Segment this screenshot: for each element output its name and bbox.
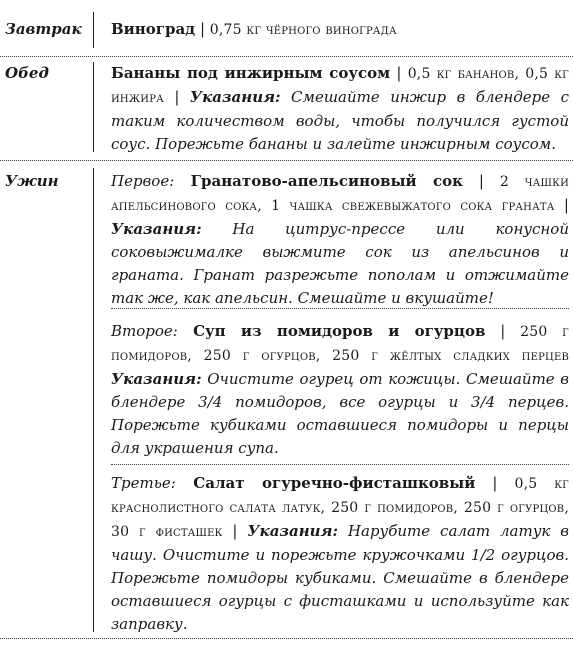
breakfast-divider — [93, 12, 94, 48]
course-separator-2: | — [554, 196, 569, 214]
breakfast-ingredients: 0,75 кг чёрного винограда — [209, 22, 397, 38]
course-ingredients: 2 чашки апельсинового сока, 1 чашка свежевыжатого сока граната — [111, 174, 569, 214]
course-separator-1: | — [475, 474, 515, 492]
course-ingredients: 0,5 кг краснолистного салата латук, 250 г помидоров, 250 г огурцов, 30 г фисташек — [111, 476, 569, 540]
lunch-label: Обед — [5, 64, 49, 82]
course-instructions: На цитрус-прессе или конусной соковыжималке выжмите сок из апельсинов и граната. Гранат разрежьте пополам и отжимайте так же, как апельсин. Смешайте и вкушайте! — [111, 220, 569, 307]
lunch-divider — [93, 62, 94, 152]
breakfast-content — [111, 18, 569, 42]
course-instructions-label: Указания: — [111, 220, 202, 238]
course-separator-2: | — [222, 522, 248, 540]
course-separator-1: | — [463, 172, 500, 190]
course-ordinal: Первое: — [111, 172, 175, 190]
dinner-course-first — [111, 170, 569, 310]
dinner-course-second — [111, 320, 569, 460]
breakfast-dotted-rule — [0, 56, 573, 57]
lunch-content — [111, 62, 569, 156]
dinner-course-third — [111, 472, 569, 636]
course-ingredients: 250 г помидоров, 250 г огурцов, 250 г жёлтых сладких перцев — [111, 324, 569, 364]
course-instructions: Очистите огурец от кожицы. Смешайте в блендере 3/4 помидоров, все огурцы и 3/4 перцев. Порежьте кубиками оставшиеся помидоры и перцы для украшения супа. — [111, 370, 569, 457]
dinner-dotted-rule — [0, 638, 573, 639]
course-title: Суп из помидоров и огурцов — [177, 322, 486, 340]
course-dotted-rule-2 — [111, 464, 569, 465]
breakfast-separator: | — [195, 20, 210, 38]
dinner-divider — [93, 168, 94, 632]
course-ordinal: Второе: — [111, 322, 178, 340]
lunch-dotted-rule — [0, 160, 573, 161]
course-instructions-label: Указания: — [247, 522, 339, 540]
course-ordinal: Третье: — [111, 474, 176, 492]
breakfast-label: Завтрак — [5, 20, 82, 38]
course-title: Гранатово-апельсиновый сок — [174, 172, 464, 190]
lunch-instructions: Смешайте инжир в блендере с таким количеством воды, чтобы получился густой соус. Порежьте бананы и залейте инжирным соусом. — [111, 88, 569, 153]
dinner-label: Ужин — [5, 172, 59, 190]
course-instructions-label: Указания: — [111, 370, 202, 388]
lunch-ingredients: 0,5 кг бананов, 0,5 кг инжира — [111, 66, 569, 106]
breakfast-title: Виноград — [111, 20, 196, 38]
lunch-separator-2: | — [163, 88, 190, 106]
lunch-title: Бананы под инжирным соусом — [111, 64, 391, 82]
course-title: Салат огуречно-фисташковый — [175, 474, 476, 492]
course-separator-1: | — [485, 322, 521, 340]
lunch-separator-1: | — [390, 64, 408, 82]
course-dotted-rule-1 — [111, 308, 569, 309]
lunch-instructions-label: Указания: — [189, 88, 281, 106]
course-instructions: Нарубите салат латук в чашу. Очистите и порежьте кружочками 1/2 огурцов. Порежьте помидоры кубиками. Смешайте в блендере оставшиеся огурцы с фисташками и используйте как заправку. — [111, 522, 569, 633]
